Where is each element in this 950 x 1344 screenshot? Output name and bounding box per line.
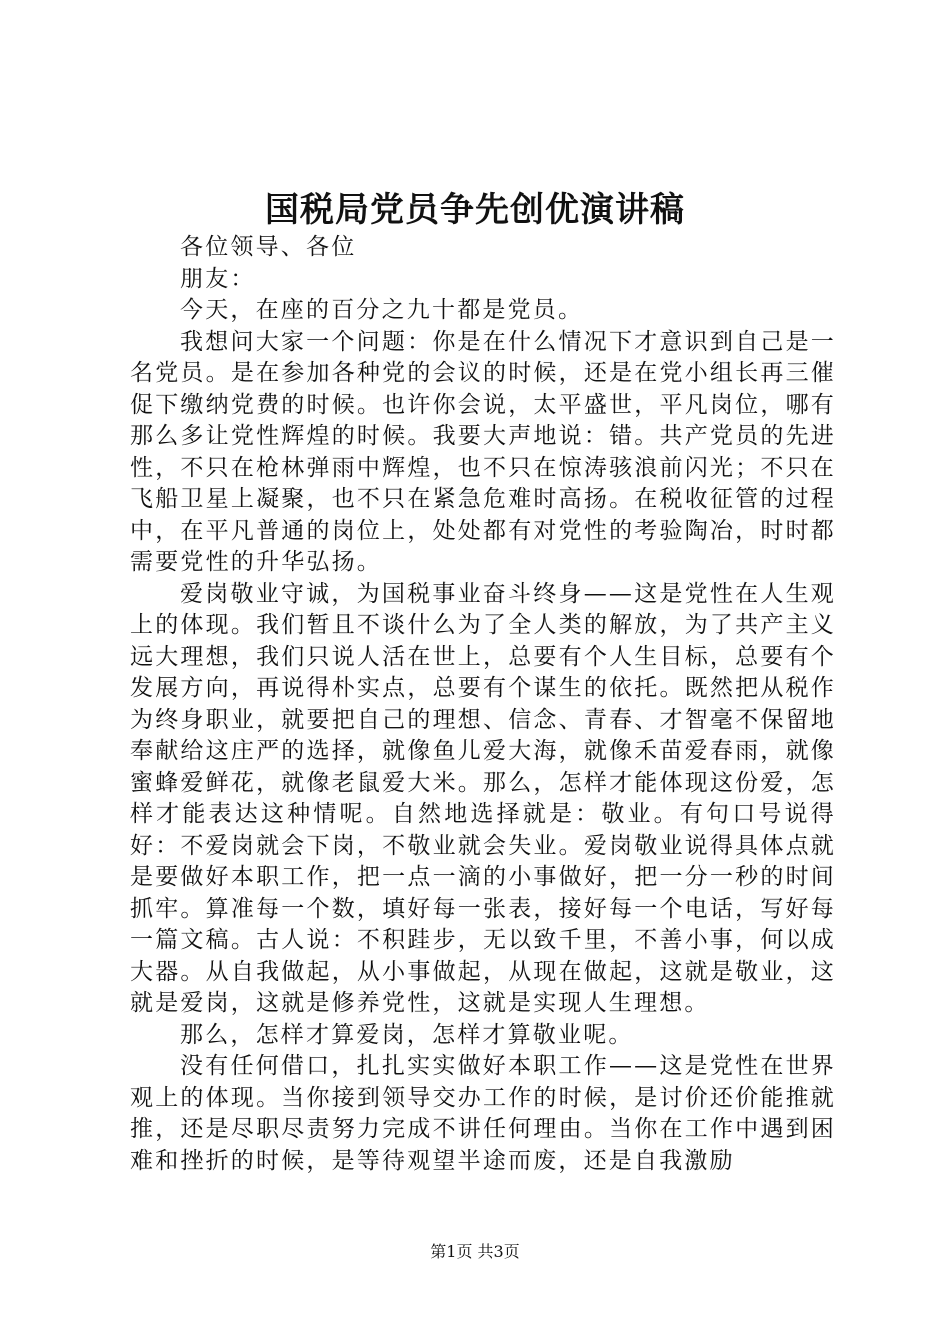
paragraph-opening: 今天，在座的百分之九十都是党员。: [180, 297, 584, 323]
paragraph-dedication: 爱岗敬业守诚，为国税事业奋斗终身——这是党性在人生观上的体现。我们暂且不谈什么为了全人类的解放，为了共产主义远大理想，我们只说人活在世上，总要有个人生目标，总要有个发展方向，再说得朴实点，总要有个谋生的依托。既然把从税作为终身职业，就要把自己的理想、信念、青春、才智毫不保留地奉献给这庄严的选择，就像鱼儿爱大海，就像禾苗爱春雨，就像蜜蜂爱鲜花，就像老鼠爱大米。那么，怎样才能体现这份爱，怎样才能表达这种情呢。自然地选择就是：敬业。有句口号说得好：不爱岗就会下岗，不敬业就会失业。爱岗敬业说得具体点就是要做好本职工作，把一点一滴的小事做好，把一分一秒的时间抓牢。算准每一个数，填好每一张表，接好每一个电话，写好每一篇文稿。古人说：不积跬步，无以致千里，不善小事，何以成大器。从自我做起，从小事做起，从现在做起，这就是敬业，这就是爱岗，这就是修养党性，这就是实现人生理想。: [130, 580, 836, 1016]
paragraph-no-excuses: 没有任何借口，扎扎实实做好本职工作——这是党性在世界观上的体现。当你接到领导交办工作的时候，是讨价还价能推就推，还是尽职尽责努力完成不讲任何理由。当你在工作中遇到困难和挫折的时候，是等待观望半途而废，还是自我激励: [130, 1053, 836, 1174]
paragraph-question: 我想问大家一个问题：你是在什么情况下才意识到自己是一名党员。是在参加各种党的会议的时候，还是在党小组长再三催促下缴纳党费的时候。也许你会说，太平盛世，平凡岗位，哪有那么多让党性辉煌的时候。我要大声地说：错。共产党员的先进性，不只在枪林弹雨中辉煌，也不只在惊涛骇浪前闪光；不只在飞船卫星上凝聚，也不只在紧急危难时高扬。在税收征管的过程中，在平凡普通的岗位上，处处都有对党性的考验陶冶，时时都需要党性的升华弘扬。: [130, 328, 836, 575]
paragraph-salutation-1: 各位领导、各位: [180, 234, 357, 260]
paragraph-salutation-2: 朋友：: [180, 265, 256, 292]
document-title: 国税局党员争先创优演讲稿: [265, 190, 685, 230]
paragraph-how-to: 那么，怎样才算爱岗，怎样才算敬业呢。: [180, 1021, 634, 1048]
document-body: [130, 232, 836, 1177]
page-number-footer: 第1页 共3页: [430, 1242, 520, 1261]
